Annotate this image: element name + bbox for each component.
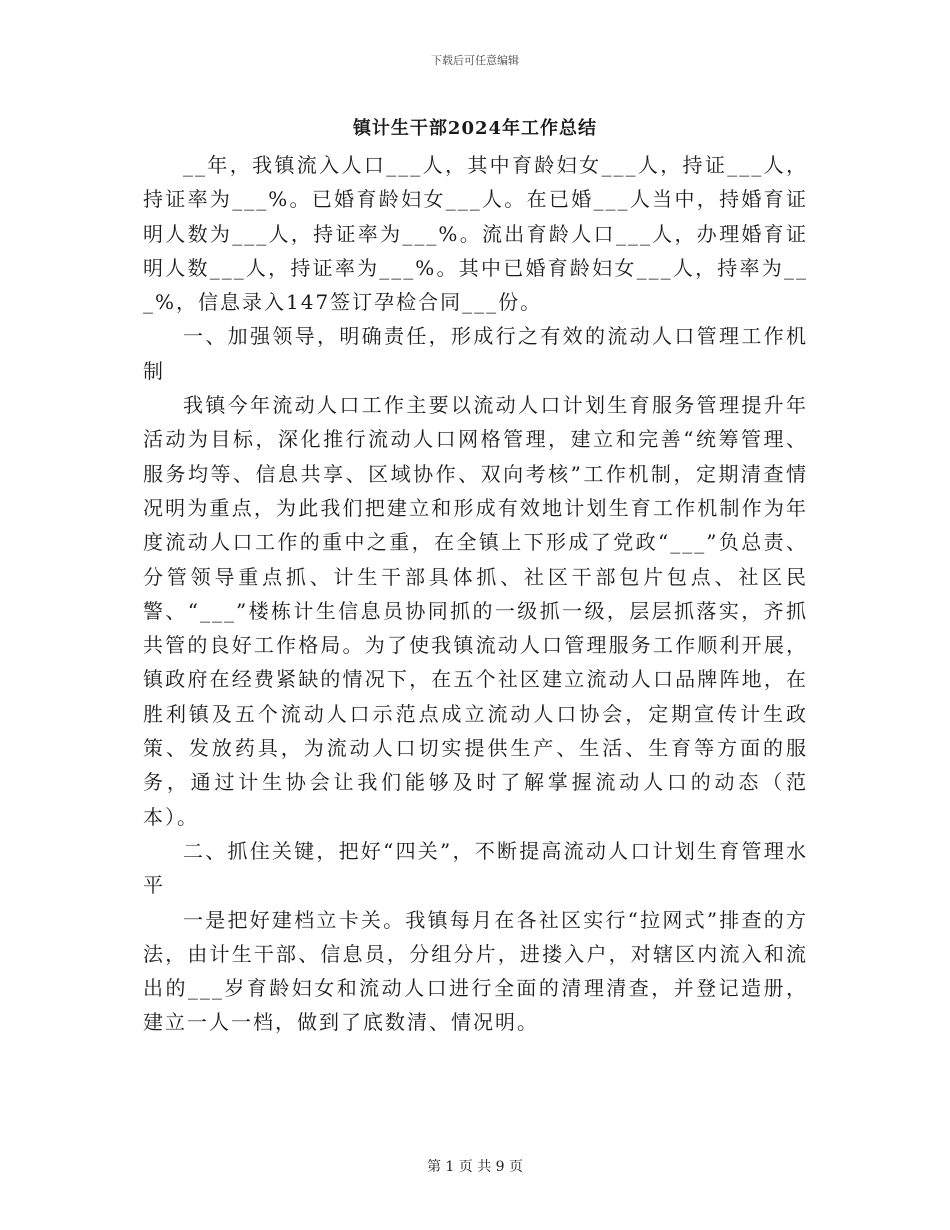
paragraph-mechanism: 我镇今年流动人口工作主要以流动人口计划生育服务管理提升年活动为目标，深化推行流动人口网格管理，建立和完善“统筹管理、服务均等、信息共享、区域协作、双向考核”工作机制，定期清查情况明为重点，为此我们把建立和形成有效地计划生育工作机制作为年度流动人口工作的重中之重，在全镇上下形成了党政“___”负总责、分管领导重点抓、计生干部具体抓、社区干部包片包点、社区民警、“___”楼栋计生信息员协同抓的一级抓一级，层层抓落实，齐抓共管的良好工作格局。为了使我镇流动人口管理服务工作顺利开展，镇政府在经费紧缺的情况下，在五个社区建立流动人口品牌阵地，在胜利镇及五个流动人口示范点成立流动人口协会，定期宣传计生政策、发放药具，为流动人口切实提供生产、生活、生育等方面的服务，通过计生协会让我们能够及时了解掌握流动人口的动态（范本）。 bbox=[143, 393, 808, 829]
paragraph-archive-check: 一是把好建档立卡关。我镇每月在各社区实行“拉网式”排查的方法，由计生干部、信息员，分组分片，进搂入户，对辖区内流入和流出的___岁育龄妇女和流动人口进行全面的清理清查，并登记造册，建立一人一档，做到了底数清、情况明。 bbox=[143, 907, 808, 1035]
paragraph-heading-two: 二、抓住关键，把好“四关”，不断提高流动人口计划生育管理水平 bbox=[143, 838, 808, 898]
paragraph-heading-one: 一、加强领导，明确责任，形成行之有效的流动人口管理工作机制 bbox=[143, 324, 808, 383]
document-body bbox=[143, 148, 808, 1040]
header-note: 下载后可任意编辑 bbox=[431, 54, 519, 67]
paragraph-summary-stats: __年，我镇流入人口___人，其中育龄妇女___人，持证___人，持证率为___%。已婚育龄妇女___人。在已婚___人当中，持婚育证明人数为___人，持证率为___%。流出育龄人口___人，办理婚育证明人数___人，持证率为___%。其中已婚育龄妇女___人，持率为___%，信息录入147签订孕检合同___份。 bbox=[143, 153, 808, 315]
page-title: 镇计生干部2024年工作总结 bbox=[352, 118, 598, 139]
page-number: 第 1 页 共 9 页 bbox=[426, 1159, 524, 1175]
